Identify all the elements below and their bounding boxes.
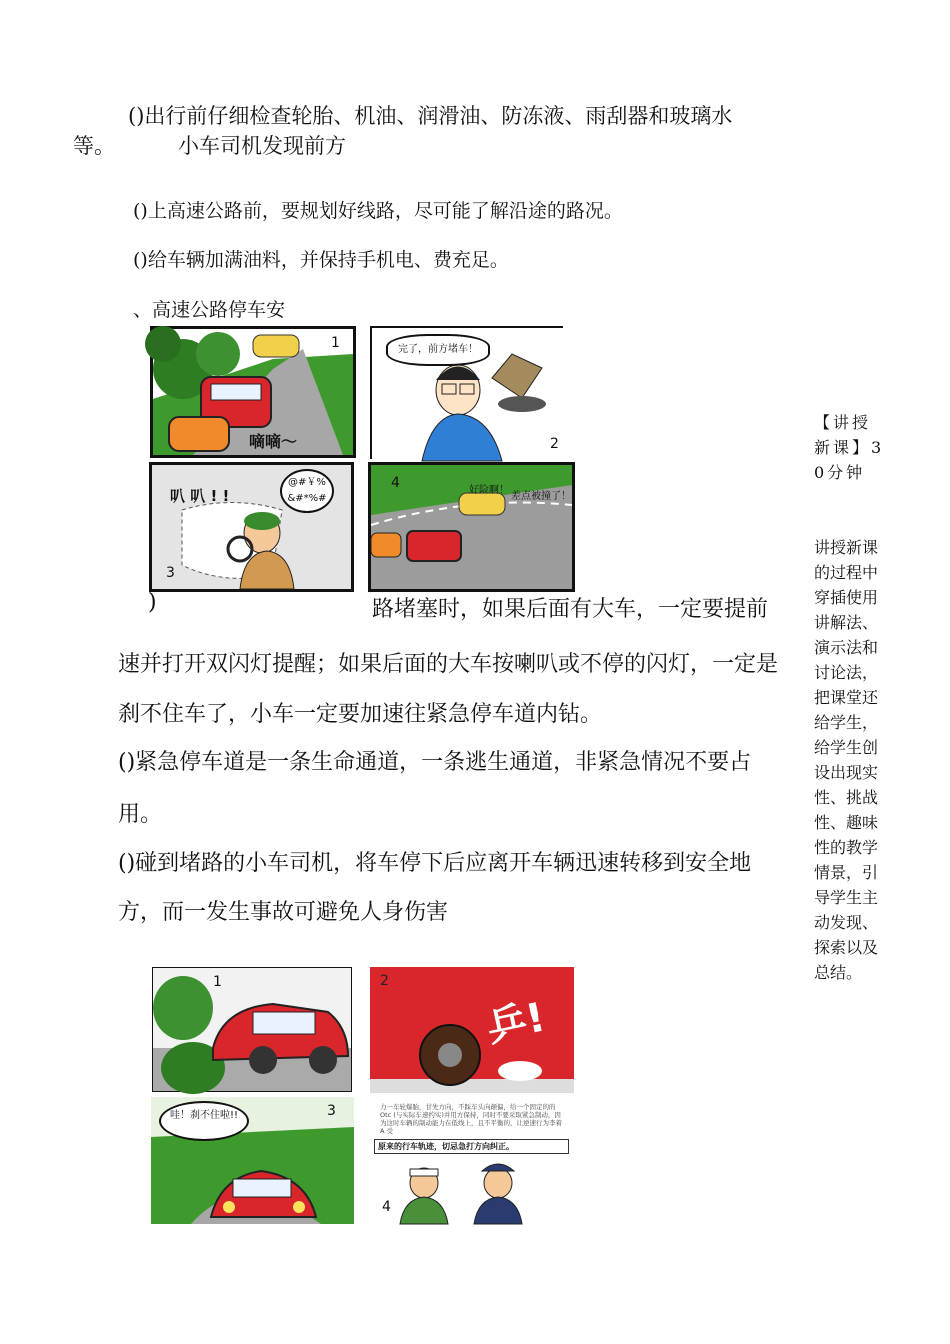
comic2-panel-1 <box>152 967 352 1092</box>
sidebar-note-line: 穿插使用 <box>814 588 879 607</box>
sidebar-note-line: 导学生主 <box>814 888 879 907</box>
comic2-panel-2-number: 2 <box>380 973 389 989</box>
comic1-driver-speech: 完了，前方堵车！ <box>386 334 490 366</box>
comic1-horn-shout: 叭 叭 ! ! <box>170 487 230 505</box>
sidebar-note-line: 讨论法， <box>814 663 879 682</box>
paragraph-2: ()上高速公路前，要规划好线路，尽可能了解沿途的路况。 <box>133 200 623 222</box>
comic1-panel-1 <box>150 326 356 458</box>
comic1-panel-3 <box>149 462 354 592</box>
comic2-explanation-text: 力一车轮爆胎，甘先方向，不踩车头向颠偏，给一个固定的的 Otc (与实际车速约实)并用方保持，同时不要采取紧急制动，因为这时车辆的制动能力在低线上，且不平衡的，让逆速行为李着 A 受 <box>380 1103 562 1135</box>
paragraph-4-start: ) <box>148 590 157 615</box>
sidebar-note-line: 总结。 <box>814 963 863 982</box>
comic1-panel-3-number: 3 <box>166 565 175 581</box>
red-car-driving-illustration <box>153 968 351 1091</box>
comic2-panel-3 <box>151 1097 354 1224</box>
paragraph-5-line-2: 用。 <box>118 802 163 827</box>
paragraph-1-tail: 小车司机发现前方 <box>178 134 346 158</box>
comic2-panel-4-number: 4 <box>382 1199 391 1215</box>
sidebar-label-line: 新课】3 <box>814 438 885 457</box>
comic1-speech-2: 差点被撞了！ <box>511 491 571 502</box>
comic2-driver-shout: 哇！刹不住啦!! <box>159 1101 249 1141</box>
sidebar-note-line: 动发现、 <box>814 913 879 932</box>
sidebar-note-line: 性、挑战 <box>814 788 879 807</box>
paragraph-6-line-2: 方，而一发生事故可避免人身伤害 <box>118 900 449 925</box>
section-heading: 、高速公路停车安 <box>133 299 286 321</box>
comic1-panel-1-number: 1 <box>331 335 340 351</box>
sidebar-note-line: 演示法和 <box>814 638 879 657</box>
sidebar-note-line: 性、趣味 <box>814 813 879 832</box>
sidebar-note-line: 讲授新课 <box>814 538 879 557</box>
sidebar-note-line: 给学生创 <box>814 738 879 757</box>
sidebar-note-line: 探索以及 <box>814 938 879 957</box>
comic1-panel-4-number: 4 <box>391 475 400 491</box>
sidebar-note-line: 把课堂还 <box>814 688 879 707</box>
comic1-panel-2-number: 2 <box>550 436 559 452</box>
comic2-panel-4 <box>370 1097 573 1224</box>
comic1-honk-sound: 嘀嘀～ <box>249 432 298 451</box>
comic1-panel-2 <box>370 326 563 459</box>
paragraph-5-line-1: ()紧急停车道是一条生命通道，一条逃生通道，非紧急情况不要占 <box>118 750 752 775</box>
sidebar-note-line: 性的教学 <box>814 838 879 857</box>
paragraph-6-line-1: ()碰到堵路的小车司机，将车停下后应离开车辆迅速转移到安全地 <box>118 851 752 876</box>
paragraph-4-line-3: 刹不住车了，小车一定要加速往紧急停车道内钻。 <box>118 702 603 727</box>
comic2-panel-2 <box>370 967 574 1093</box>
comic2-panel-3-number: 3 <box>327 1103 336 1119</box>
paragraph-1-line-1: ()出行前仔细检查轮胎、机油、润滑油、防冻液、雨刮器和玻璃水 <box>128 104 733 128</box>
comic2-caption: 原来的行车轨迹，切忌急打方向纠正。 <box>374 1139 569 1154</box>
sidebar-label-line: 【讲授 <box>814 413 872 432</box>
comic1-curse-bubble: @#￥% &#*%# <box>280 469 334 513</box>
sidebar-teaching-notes <box>814 535 894 985</box>
comic1-panel-4 <box>368 462 575 592</box>
sidebar-note-line: 给学生， <box>814 713 879 732</box>
sidebar-section-label <box>814 410 894 482</box>
paragraph-4-line-2: 速并打开双闪灯提醒；如果后面的大车按喇叭或不停的闪灯，一定是 <box>118 652 779 677</box>
sidebar-label-line: 0分钟 <box>814 463 866 482</box>
sidebar-note-line: 的过程中 <box>814 563 879 582</box>
paragraph-1-line-2: 等。 <box>73 134 115 158</box>
sidebar-note-line: 讲解法、 <box>814 613 879 632</box>
comic1-speech-1: 好险啊！ <box>469 485 509 496</box>
sidebar-note-line: 设出现实 <box>814 763 879 782</box>
comic2-panel-1-number: 1 <box>213 974 222 990</box>
paragraph-3: ()给车辆加满油料，并保持手机电、费充足。 <box>133 249 509 271</box>
sidebar-note-line: 情景，引 <box>814 863 879 882</box>
comic2-blowout-sound: 乒! <box>482 994 550 1052</box>
paragraph-4-line-1: 路堵塞时，如果后面有大车，一定要提前 <box>372 597 769 622</box>
